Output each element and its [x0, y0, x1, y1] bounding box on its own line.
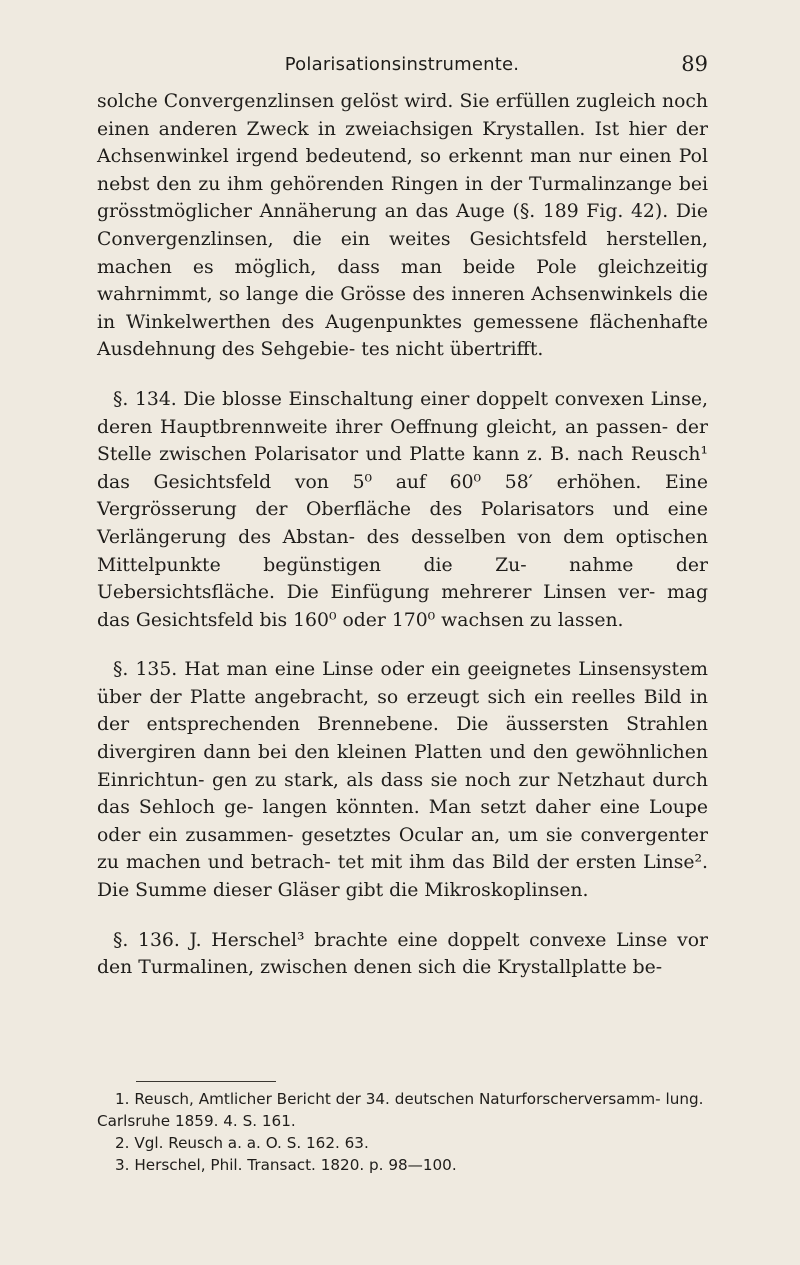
- text-line: langen könnten. Man setzt daher eine Loupe oder ein zusammen-: [97, 797, 708, 846]
- footnote-line: 3. Herschel, Phil. Transact. 1820. p. 98—100.: [115, 1156, 457, 1174]
- footnotes: [97, 1088, 708, 1176]
- text-line: die Grösse des inneren Achsenwinkels die in Winkelwerthen des: [97, 284, 708, 333]
- text-line: Augenpunktes gemessene flächenhafte Ausdehnung des Sehgebie-: [97, 311, 708, 361]
- text-line: dann bei den kleinen Platten und den gewöhnlichen Einrichtun-: [97, 742, 708, 791]
- footnote-line: 1. Reusch, Amtlicher Bericht der 34. deutschen Naturforscherversamm-: [115, 1090, 661, 1108]
- text-line: §. 135. Hat man eine Linse oder ein geeignetes Linsensystem: [113, 659, 708, 681]
- running-title: Polarisationsinstrumente.: [284, 54, 520, 75]
- paragraph-136: [97, 927, 708, 982]
- text-line: grösstmöglicher Annäherung an das Auge (§. 189 Fig. 42). Die: [97, 201, 708, 223]
- text-line: gibt die Mikroskoplinsen.: [345, 880, 589, 902]
- text-line: es möglich, dass man beide Pole gleichzeitig wahrnimmt, so lange: [97, 256, 708, 306]
- footnote-divider: [136, 1081, 276, 1082]
- text-line: nahme der Uebersichtsfläche. Die Einfügung mehrerer Linsen ver-: [97, 554, 708, 604]
- text-line: der Achsenwinkel irgend bedeutend, so erkennt man nur einen Pol: [97, 118, 708, 168]
- text-line: der Oberfläche des Polarisators und eine Verlängerung des Abstan-: [97, 499, 708, 548]
- page-number: 89: [681, 52, 708, 76]
- text-line: gesetztes Ocular an, um sie convergenter zu machen und betrach-: [97, 824, 708, 874]
- footnote-line: 2. Vgl. Reusch a. a. O. S. 162. 63.: [115, 1134, 369, 1152]
- text-line: Linse, deren Hauptbrennweite ihrer Oeffnung gleicht, an passen-: [97, 388, 708, 438]
- text-line: des desselben von dem optischen Mittelpunkte begünstigen die Zu-: [97, 526, 708, 576]
- text-line: mag das Gesichtsfeld bis 160⁰ oder 170⁰ wachsen zu lassen.: [97, 582, 708, 631]
- text-line: tet mit ihm das Bild der ersten Linse². Die Summe dieser Gläser: [97, 852, 708, 902]
- text-line: §. 136. J. Herschel³ brachte eine doppelt convexe Linse: [113, 929, 668, 951]
- text-line: Convergenzlinsen, die ein weites Gesichtsfeld herstellen, machen: [97, 228, 708, 278]
- text-line: über der Platte angebracht, so erzeugt sich ein reelles Bild in der: [97, 686, 708, 736]
- text-line: gen zu stark, als dass sie noch zur Netzhaut durch das Sehloch ge-: [97, 769, 708, 819]
- footnote-line: lung. Carlsruhe 1859. 4. S. 161.: [97, 1090, 704, 1130]
- footnote-1: [97, 1088, 708, 1132]
- page-header: [96, 52, 708, 80]
- footnote-2: [97, 1132, 708, 1154]
- text-line: noch einen anderen Zweck in zweiachsigen Krystallen. Ist hier: [97, 91, 708, 140]
- paragraph-1: [97, 88, 708, 364]
- text-line: der Stelle zwischen Polarisator und Platte kann z. B. nach Reusch¹: [97, 416, 708, 466]
- text-line: §. 134. Die blosse Einschaltung einer doppelt convexen: [113, 388, 645, 410]
- text-line: entsprechenden Brennebene. Die äussersten Strahlen divergiren: [97, 714, 708, 764]
- paragraph-134: [97, 386, 708, 634]
- body-text: [97, 88, 708, 1004]
- text-line: tes nicht übertrifft.: [361, 339, 544, 361]
- text-line: das Gesichtsfeld von 5⁰ auf 60⁰ 58′ erhöhen. Eine Vergrösserung: [97, 471, 708, 521]
- text-line: vor den Turmalinen, zwischen denen sich die Krystallplatte be-: [97, 929, 708, 979]
- paragraph-135: [97, 656, 708, 904]
- text-line: nebst den zu ihm gehörenden Ringen in der Turmalinzange bei: [97, 173, 708, 195]
- text-line: solche Convergenzlinsen gelöst wird. Sie erfüllen zugleich: [97, 91, 656, 112]
- footnote-3: [97, 1154, 708, 1176]
